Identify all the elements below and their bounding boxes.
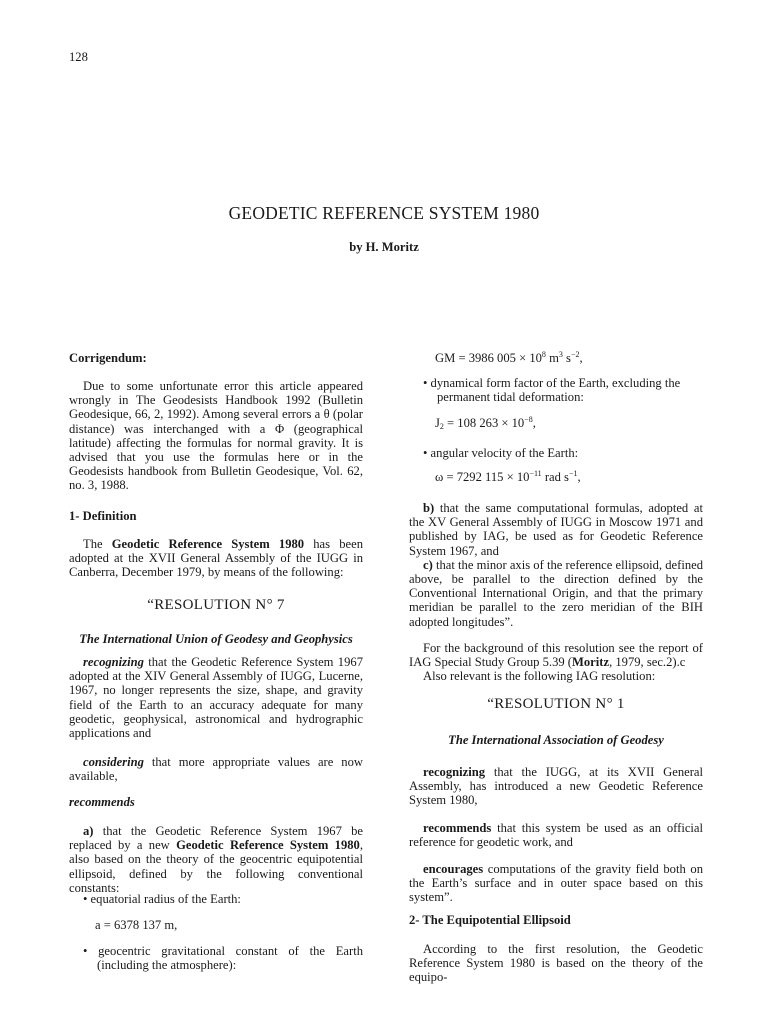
article-title: GEODETIC REFERENCE SYSTEM 1980	[228, 203, 540, 223]
recommends-heading: recommends	[69, 795, 135, 809]
formula-omega: ω = 7292 $115 \times 10^{-11}$ rad $s^{-1}$,	[435, 469, 581, 484]
corrigendum-paragraph: Due to some unfortunate error this article appeared wrongly in The Geodesists Handbook 1992 (Bulletin Geodesique, 66, 2, 1992). Among several errors a θ (polar distance) was interchanged with a Φ (geographical latitude) affecting the formulas for normal gravity. It is advised that you use the formulas here or in the Geodesists handbook from Bulletin Geodesique, Vol. 62, no. 3, 1988.	[69, 379, 363, 493]
section-heading-equipotential: 2- The Equipotential Ellipsoid	[409, 913, 571, 927]
iag-heading: The International Association of Geodesy	[448, 733, 664, 747]
item-a-paragraph: a) that the Geodetic Reference System 1967 be replaced by a new Geodetic Reference System 1980, also based on the theory of the geocentric equipotential ellipsoid, defined by the following conventional constants:	[69, 824, 364, 895]
item-c-paragraph: c) that the minor axis of the reference ellipsoid, defined above, be parallel to the direction defined by the Conventional International Origin, and that the primary meridian be parallel to the zero meridian of the BIH adopted longitudes”.	[409, 557, 703, 629]
corrigendum-heading: Corrigendum:	[69, 351, 147, 365]
page-number: 128	[69, 50, 88, 64]
iag-recognizing-paragraph: recognizing that the IUGG, at its XVII General Assembly, has introduced a new Geodetic Reference System 1980,	[409, 765, 703, 808]
relevant-paragraph: Also relevant is the following IAG resolution:	[423, 669, 656, 684]
equipotential-paragraph: According to the first resolution, the Geodetic Reference System 1980 is based on the theory of the equipo-	[409, 942, 703, 985]
item-b-paragraph: b) that the same computational formulas, adopted at the XV General Assembly of IUGG in Moscow 1971 and published by IAG, be used as for Geodetic Reference System 1967, and	[409, 501, 703, 558]
formula-gm: GM = 3986 $005 \times 10^8$ $m^3$ $s^{-2}$,	[435, 350, 583, 365]
formula-a: a = 6378 137 m,	[95, 918, 178, 932]
iugg-heading: The International Union of Geodesy and Geophysics	[79, 632, 353, 646]
bullet-dynamical-form-factor: • dynamical form factor of the Earth, excluding the permanent tidal deformation:	[423, 376, 681, 405]
resolution-1-heading: “RESOLUTION N° 1	[487, 696, 625, 712]
considering-paragraph: considering that more appropriate values are now available,	[69, 755, 363, 784]
author-line: by H. Moritz	[349, 240, 419, 254]
formula-j2: $J_2 = 108$ $263 \times 10^{-8}$,	[435, 415, 536, 431]
background-paragraph: For the background of this resolution see the report of IAG Special Study Group 5.39 (Moritz, 1979, sec.2).c	[409, 641, 703, 670]
iag-encourages-paragraph: encourages computations of the gravity field both on the Earth’s surface and in outer space based on this system”.	[409, 862, 703, 905]
recognizing-paragraph: recognizing that the Geodetic Reference System 1967 adopted at the XIV General Assembly of IUGG, Lucerne, 1967, no longer represents the size, shape, and gravity field of the Earth to an accuracy adequate for many geodetic, geophysical, astronomical and hydrographic applications and	[69, 655, 363, 741]
bullet-gm: • geocentric gravitational constant of the Earth (including the atmosphere):	[83, 944, 363, 973]
resolution-7-heading: “RESOLUTION N° 7	[147, 597, 285, 613]
iag-recommends-paragraph: recommends that this system be used as an official reference for geodetic work, and	[409, 821, 703, 850]
bullet-angular-velocity: • angular velocity of the Earth:	[423, 446, 579, 460]
definition-paragraph: The Geodetic Reference System 1980 has been adopted at the XVII General Assembly of the IUGG in Canberra, December 1979, by means of the following:	[69, 537, 363, 580]
section-heading-definition: 1- Definition	[69, 509, 137, 523]
bullet-equatorial-radius: • equatorial radius of the Earth:	[83, 892, 241, 906]
